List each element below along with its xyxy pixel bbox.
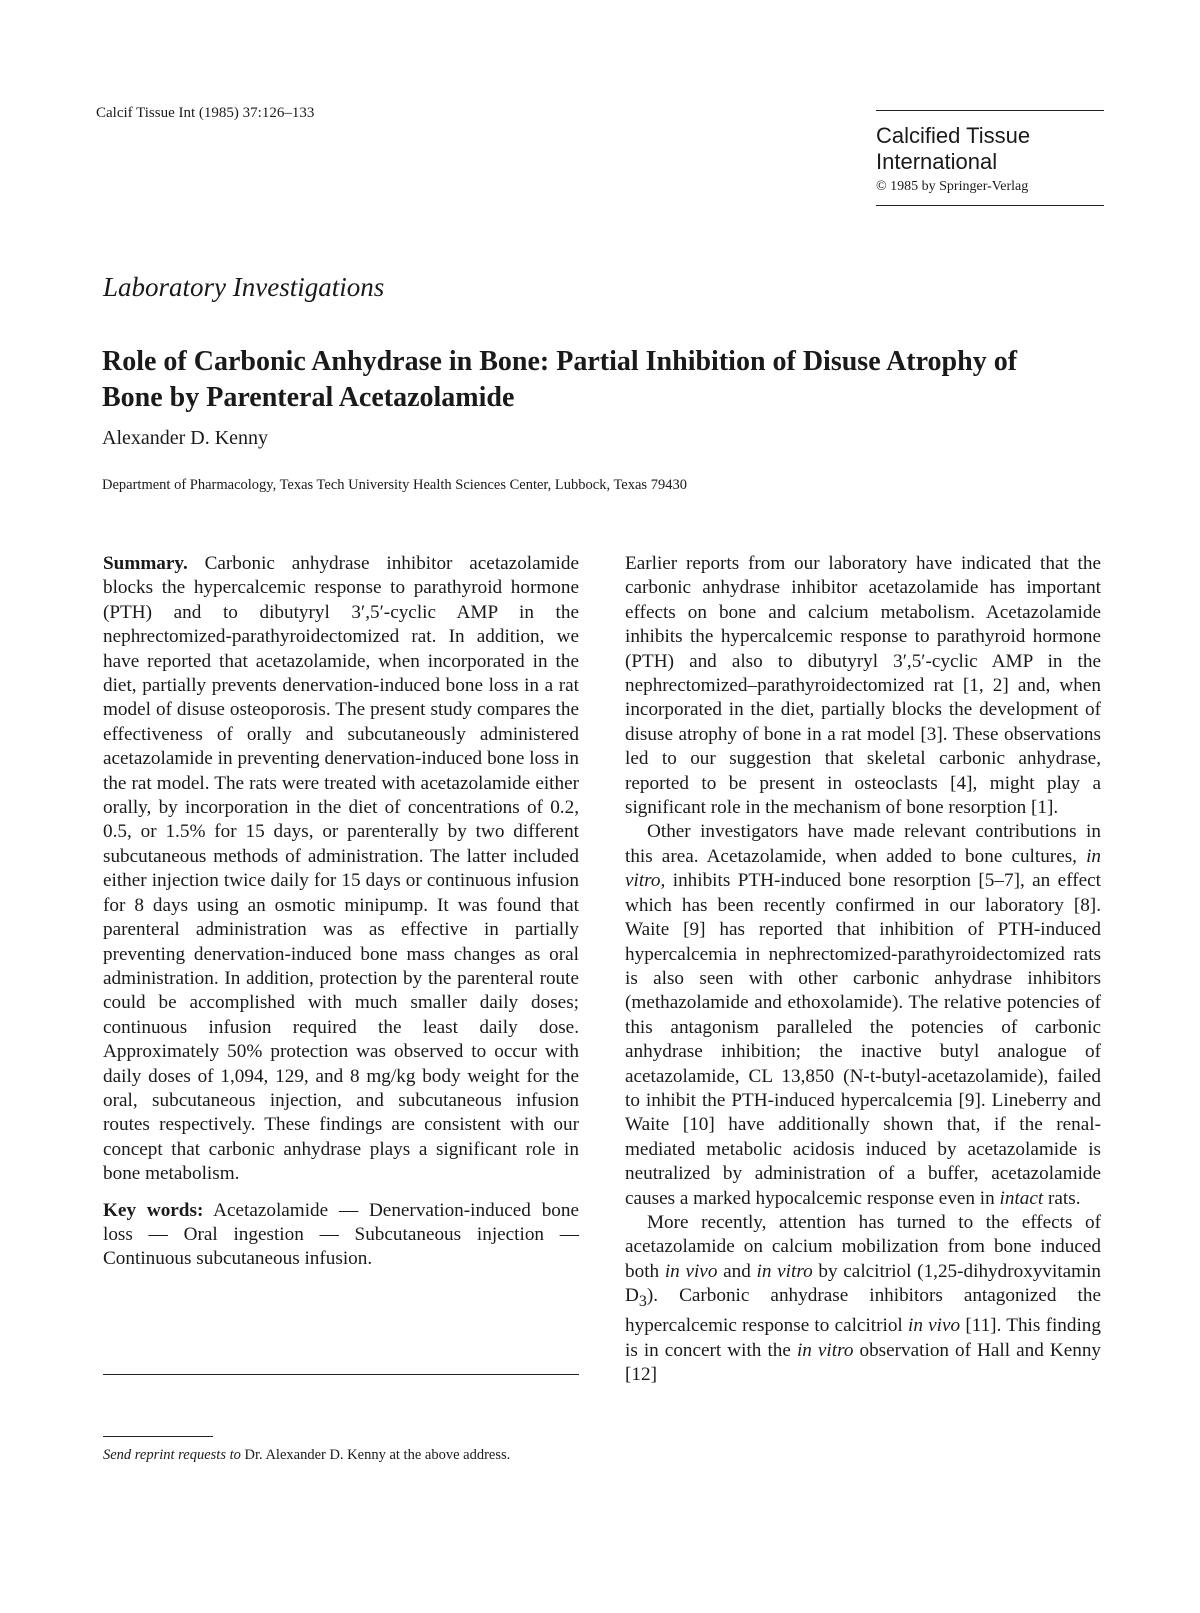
paper-title (102, 344, 1102, 416)
body-paragraph-2: Other investigators have made relevant contributions in this area. Acetazolamide, when added to bone cultures, in vitro, inhibits PTH-induced bone resorption [5–7], an effect which has been recently confirmed in our laboratory [8]. Waite [9] has reported that inhibition of PTH-induced hypercalcemia in nephrectomized-parathyroidectomized rats is also seen with other carbonic anhydrase inhibitors (methazolamide and ethoxolamide). The relative potencies of this antagonism paralleled the potencies of carbonic anhydrase inhibition; the inactive butyl analogue of acetazolamide, CL 13,850 (N-t-butyl-acetazolamide), failed to inhibit the PTH-induced hypercalcemia [9]. Lineberry and Waite [10] have additionally shown that, if the renal-mediated metabolic acidosis induced by acetazolamide is neutralized by administration of a buffer, acetazolamide causes a marked hypocalcemic response even in intact rats. (625, 821, 1102, 1209)
summary-heading: Summary. (103, 553, 188, 574)
journal-name-line2: International (876, 149, 998, 174)
abstract-divider (103, 1374, 579, 1375)
author: Alexander D. Kenny (102, 427, 269, 449)
keywords-heading: Key words: (103, 1199, 204, 1221)
footnote (103, 1446, 579, 1465)
keywords-text: Acetazolamide — Denervation-induced bone loss — Oral ingestion — Subcutaneous injection — Continuous subcutaneous infusion. (103, 1199, 579, 1270)
journal-masthead (876, 110, 1104, 206)
section-label: Laboratory Investigations (103, 272, 385, 302)
journal-citation: Calcif Tissue Int (1985) 37:126–133 (96, 105, 315, 121)
paper-title-line2: Bone by Parenteral Acetazolamide (102, 382, 515, 413)
summary-paragraph (103, 552, 579, 1187)
footnote-text: Dr. Alexander D. Kenny at the above address. (244, 1447, 511, 1463)
body-paragraph-3: More recently, attention has turned to the effects of acetazolamide on calcium mobilization from bone induced both in vivo and in vitro by calcitriol (1,25-dihydroxyvitamin $D_3$). Carbonic anhydrase inhibitors antagonized the hypercalcemic response to calcitriol in vivo [11]. This finding is in concert with the in vitro observation of Hall and Kenny [12] (625, 1211, 1102, 1386)
masthead-top-rule (876, 110, 1104, 111)
footnote-rule (103, 1436, 213, 1437)
copyright: © 1985 by Springer-Verlag (876, 179, 1029, 194)
affiliation: Department of Pharmacology, Texas Tech University Health Sciences Center, Lubbock, Texas 79430 (102, 477, 687, 493)
summary-text: Carbonic anhydrase inhibitor acetazolamide blocks the hypercalcemic response to parathyroid hormone (PTH) and to dibutyryl 3′,5′-cyclic AMP in the nephrectomized-parathyroidectomized rat. In addition, we have reported that acetazolamide, when incorporated in the diet, partially prevents denervation-induced bone loss in a rat model of disuse osteoporosis. The present study compares the effectiveness of orally and subcutaneously administered acetazolamide in preventing denervation-induced bone loss in the rat model. The rats were treated with acetazolamide either orally, by incorporation in the diet of concentrations of 0.2, 0.5, or 1.5% for 15 days, or parenterally by two different subcutaneous methods of administration. The latter included either injection twice daily for 15 days or continuous infusion for 8 days using an osmotic minipump. It was found that parenteral administration was as effective in partially preventing denervation-induced bone mass changes as oral administration. In addition, protection by the parenteral route could be accomplished with much smaller daily doses; continuous infusion required the least daily dose. Approximately 50% protection was observed to occur with daily doses of 1,094, 129, and 8 mg/kg body weight for the oral, subcutaneous injection, and subcutaneous infusion routes respectively. These findings are consistent with our concept that carbonic anhydrase plays a significant role in bone metabolism. (103, 553, 579, 1185)
body-paragraph-1: Earlier reports from our laboratory have indicated that the carbonic anhydrase inhibitor acetazolamide has important effects on bone and calcium metabolism. Acetazolamide inhibits the hypercalcemic response to parathyroid hormone (PTH) and also to dibutyryl 3′,5′-cyclic AMP in the nephrectomized–parathyroidectomized rat [1, 2] and, when incorporated in the diet, partially blocks the development of disuse atrophy of bone in a rat model [3]. These observations led to our suggestion that skeletal carbonic anhydrase, reported to be present in osteoclasts [4], might play a significant role in the mechanism of bone resorption [1]. (625, 553, 1101, 819)
footnote-prefix: Send reprint requests to (103, 1447, 241, 1463)
journal-name (876, 123, 1104, 175)
right-column (625, 552, 1101, 1388)
left-column (103, 552, 579, 1272)
journal-name-line1: Calcified Tissue (876, 123, 1031, 148)
keywords-paragraph (103, 1199, 579, 1272)
paper-title-line1: Role of Carbonic Anhydrase in Bone: Partial Inhibition of Disuse Atrophy of (102, 346, 1018, 377)
masthead-bottom-rule (876, 205, 1104, 206)
